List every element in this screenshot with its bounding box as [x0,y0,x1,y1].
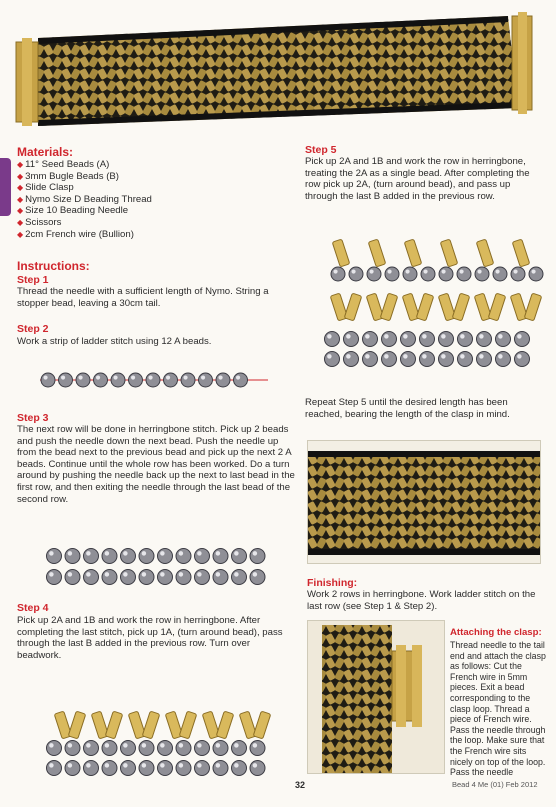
bead-highlight [460,334,465,339]
finishing-text: Work 2 rows in herringbone. Work ladder stitch on the last row (see Step 1 & Step 2). [307,589,536,612]
seed-bead [158,741,173,756]
bead-highlight [105,572,110,577]
bead-highlight [61,375,65,379]
material-item: ◆ 11° Seed Beads (A) [17,159,110,170]
seed-bead [158,761,173,776]
seed-bead [84,761,99,776]
bead-highlight [365,354,370,359]
bead-highlight [142,551,147,556]
step-3-title: Step 3 [17,412,49,424]
clasp-text: Thread needle to the tail end and attach the clasp as follows: Cut the French wire in 5mm pieces. Exit a bead corresponding to the clasp loop. Thread a piece of French wire. Pass the needle through the loop. Make sure that the French wire sits nicely on top of the loop. Pass the needle [450,640,546,778]
seed-bead [515,332,530,347]
footer-credit [452,780,538,789]
bead-highlight [498,354,503,359]
bead-highlight [49,551,54,556]
bead-highlight [86,763,91,768]
seed-bead [176,570,191,585]
bead-highlight [49,743,54,748]
bead-highlight [179,763,184,768]
bead-highlight [498,334,503,339]
bead-highlight [234,743,239,748]
seed-bead [111,373,125,387]
bugle-bead [404,239,422,267]
bead-highlight [423,269,427,273]
section-tab [0,158,11,216]
bead-highlight [422,354,427,359]
seed-bead [176,741,191,756]
material-item: ◆ Size 10 Beading Needle [17,205,129,217]
seed-bead [331,267,345,281]
material-item: ◆ 2cm French wire (Bullion) [17,228,134,240]
bugle-bead [253,711,271,739]
seed-bead [232,761,247,776]
seed-bead [401,352,416,367]
seed-bead [47,570,62,585]
seed-bead [477,352,492,367]
bugle-bead [68,711,86,739]
seed-bead [181,373,195,387]
seed-bead [232,549,247,564]
bead-highlight [441,334,446,339]
beadwork-photo [307,440,541,564]
seed-bead [439,267,453,281]
diamond-icon: ◆ [17,229,24,239]
bead-highlight [197,743,202,748]
bead-highlight [160,551,165,556]
bead-highlight [49,763,54,768]
bead-highlight [234,572,239,577]
bead-highlight [148,375,152,379]
seed-bead [458,352,473,367]
bead-highlight [142,743,147,748]
seed-bead [439,332,454,347]
step-5-text: Pick up 2A and 1B and work the row in herringbone, treating the 2A as a single bead. After completing the row pick up 2A, (turn around bead), and pass up through the last B added in the previous row. [305,156,530,202]
seed-bead [515,352,530,367]
bead-highlight [253,551,258,556]
bugle-bead [216,711,234,739]
seed-bead [439,352,454,367]
bugle-bead [524,293,542,321]
seed-bead [102,761,117,776]
seed-bead [158,570,173,585]
seed-bead [363,332,378,347]
seed-bead [511,267,525,281]
seed-bead [496,332,511,347]
seed-bead [164,373,178,387]
seed-bead [59,373,73,387]
seed-bead [325,352,340,367]
seed-bead [94,373,108,387]
seed-bead [250,741,265,756]
step-5-diagram [322,236,544,370]
bead-highlight [460,354,465,359]
seed-bead [139,570,154,585]
seed-bead [493,267,507,281]
step-1-text: Thread the needle with a sufficient length of Nymo. String a stopper bead, leaving a 30cm tail. [17,286,269,309]
bead-highlight [441,269,445,273]
seed-bead [213,570,228,585]
seed-bead [139,761,154,776]
bugle-bead [476,239,494,267]
bead-highlight [68,763,73,768]
bead-highlight [86,551,91,556]
seed-bead [250,549,265,564]
bead-highlight [253,743,258,748]
seed-bead [195,570,210,585]
seed-bead [121,549,136,564]
bead-highlight [216,572,221,577]
bead-highlight [387,269,391,273]
bugle-bead [142,711,160,739]
bugle-bead [380,293,398,321]
bead-highlight [253,572,258,577]
bead-highlight [479,334,484,339]
bead-highlight [179,743,184,748]
materials-heading: Materials: [17,145,74,159]
step-4-text: Pick up 2A and 1B and work the row in herringbone. After completing the last stitch, pick up 1A, (turn around bead), pass through the last B added in the previous row. Turn over beadwork. [17,615,283,661]
bead-highlight [216,743,221,748]
bead-highlight [131,375,135,379]
seed-bead [102,570,117,585]
page-number: 32 [295,780,306,790]
bead-highlight [197,551,202,556]
seed-bead [121,570,136,585]
seed-bead [250,761,265,776]
seed-bead [47,761,62,776]
bracelet-photo [8,8,540,136]
bead-highlight [197,763,202,768]
seed-bead [216,373,230,387]
step-2-title: Step 2 [17,323,49,335]
seed-bead [47,549,62,564]
bugle-bead [512,239,530,267]
bead-highlight [346,354,351,359]
seed-bead [403,267,417,281]
bead-highlight [123,572,128,577]
seed-bead [195,741,210,756]
bugle-bead [452,293,470,321]
bugle-bead [105,711,123,739]
step-2-text: Work a strip of ladder stitch using 12 A beads. [17,336,212,347]
seed-bead [41,373,55,387]
seed-bead [232,570,247,585]
bead-highlight [459,269,463,273]
clasp-illustration [308,621,444,773]
diamond-icon: ◆ [17,217,24,227]
seed-bead [363,352,378,367]
bead-highlight [105,743,110,748]
bead-highlight [365,334,370,339]
diamond-icon: ◆ [17,183,24,193]
bead-highlight [86,572,91,577]
step-1-title: Step 1 [17,274,49,286]
bracelet-illustration [8,8,540,136]
seed-bead [250,570,265,585]
repeat-text: Repeat Step 5 until the desired length has been reached, bearing the length of the clasp in mind. [305,397,510,420]
bead-highlight [197,572,202,577]
bead-highlight [68,572,73,577]
bead-highlight [477,269,481,273]
bead-highlight [166,375,170,379]
herringbone-two-row-diagram [44,545,276,589]
bead-highlight [68,743,73,748]
bead-highlight [236,375,240,379]
seed-bead [477,332,492,347]
bead-highlight [123,551,128,556]
seed-bead [84,741,99,756]
bead-highlight [369,269,373,273]
seed-bead [65,741,80,756]
material-item: ◆ Nymo Size D Beading Thread [17,193,152,205]
seed-bead [344,352,359,367]
magazine-name: Bead 4 Me [452,780,489,789]
bead-highlight [68,551,73,556]
bugle-bead [440,239,458,267]
bead-highlight [405,269,409,273]
bead-highlight [531,269,535,273]
bead-highlight [513,269,517,273]
seed-bead [195,549,210,564]
seed-bead [121,741,136,756]
bead-highlight [43,375,47,379]
materials-list [17,159,152,240]
bead-highlight [142,763,147,768]
diamond-icon: ◆ [17,160,24,169]
seed-bead [102,741,117,756]
issue-label: (01) Feb 2012 [490,780,538,789]
seed-bead [325,332,340,347]
bead-highlight [218,375,222,379]
seed-bead [158,549,173,564]
seed-bead [139,741,154,756]
seed-bead [129,373,143,387]
bead-highlight [123,763,128,768]
bead-highlight [86,743,91,748]
seed-bead [496,352,511,367]
step-5-title: Step 5 [305,144,337,156]
seed-bead [234,373,248,387]
seed-bead [385,267,399,281]
seed-bead [420,332,435,347]
bead-highlight [384,354,389,359]
bugle-bead [344,293,362,321]
seed-bead [529,267,543,281]
seed-bead [84,549,99,564]
bead-highlight [105,551,110,556]
bead-highlight [216,551,221,556]
ladder-stitch-diagram [40,362,270,398]
bugle-bead [179,711,197,739]
bead-highlight [333,269,337,273]
seed-bead [199,373,213,387]
bead-highlight [517,354,522,359]
bead-highlight [201,375,205,379]
seed-bead [47,741,62,756]
bugle-bead [416,293,434,321]
seed-bead [475,267,489,281]
seed-bead [349,267,363,281]
seed-bead [121,761,136,776]
bead-highlight [234,551,239,556]
seed-bead [401,332,416,347]
bugle-bead [488,293,506,321]
seed-bead [232,741,247,756]
material-item: ◆ 3mm Bugle Beads (B) [17,170,119,182]
bead-highlight [403,354,408,359]
bead-highlight [123,743,128,748]
bead-highlight [517,334,522,339]
bead-highlight [253,763,258,768]
material-item: ◆ Slide Clasp [17,182,74,194]
bead-highlight [105,763,110,768]
bead-highlight [96,375,100,379]
seed-bead [213,549,228,564]
clasp-photo [307,620,445,774]
seed-bead [213,761,228,776]
bead-highlight [49,572,54,577]
step-4-diagram [44,688,276,788]
bead-highlight [422,334,427,339]
seed-bead [102,549,117,564]
bead-highlight [234,763,239,768]
seed-bead [195,761,210,776]
seed-bead [146,373,160,387]
seed-bead [382,332,397,347]
bead-highlight [179,572,184,577]
seed-bead [176,761,191,776]
seed-bead [367,267,381,281]
clasp-title: Attaching the clasp: [450,627,542,638]
seed-bead [65,549,80,564]
seed-bead [65,570,80,585]
bugle-bead [368,239,386,267]
seed-bead [84,570,99,585]
bead-highlight [113,375,117,379]
diamond-icon: ◆ [17,171,24,181]
bead-highlight [160,743,165,748]
seed-bead [344,332,359,347]
bead-highlight [346,334,351,339]
bead-highlight [160,572,165,577]
bead-highlight [384,334,389,339]
bead-highlight [327,354,332,359]
seed-bead [213,741,228,756]
finishing-title: Finishing: [307,577,358,589]
herringbone-band-illustration [308,441,540,563]
bead-highlight [441,354,446,359]
bead-highlight [160,763,165,768]
seed-bead [382,352,397,367]
step-3-text: The next row will be done in herringbone stitch. Pick up 2 beads and push the needle down the next bead. Push the needle up from the bead next to the previous bead and pick up the next 2 A beads. Continue until the whole row has been worked. Do a turn around by pushing the needle back up the next to last bead in the first row, and then exiting the needle through the last bead of the second row. [17,424,295,505]
bead-highlight [351,269,355,273]
bead-highlight [403,334,408,339]
diamond-icon: ◆ [17,194,24,204]
seed-bead [76,373,90,387]
step-4-title: Step 4 [17,602,49,614]
seed-bead [458,332,473,347]
bead-highlight [495,269,499,273]
seed-bead [421,267,435,281]
seed-bead [65,761,80,776]
instructions-heading: Instructions: [17,259,90,273]
bead-highlight [216,763,221,768]
bead-highlight [142,572,147,577]
bead-highlight [179,551,184,556]
seed-bead [176,549,191,564]
bead-highlight [183,375,187,379]
material-item: ◆ Scissors [17,216,62,228]
bead-highlight [78,375,82,379]
diamond-icon: ◆ [17,206,24,216]
seed-bead [420,352,435,367]
seed-bead [139,549,154,564]
bugle-bead [332,239,350,267]
bead-highlight [479,354,484,359]
bead-highlight [327,334,332,339]
seed-bead [457,267,471,281]
